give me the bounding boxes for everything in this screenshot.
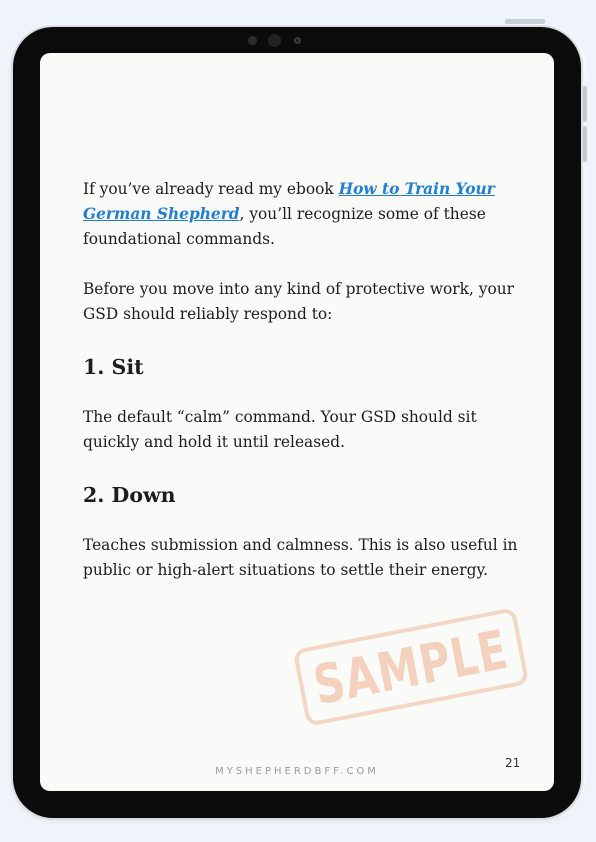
sample-stamp	[293, 607, 530, 727]
intro-paragraph	[83, 177, 523, 252]
section-body-sit: The default “calm” command. Your GSD should sit quickly and hold it until released.	[83, 408, 477, 451]
section-heading-sit: 1. Sit	[83, 355, 144, 379]
ebook-link[interactable]: How to Train Your German Shepherd	[83, 180, 495, 223]
section-heading-down: 2. Down	[83, 483, 176, 507]
sample-stamp-text: SAMPLE	[308, 617, 514, 717]
power-button	[505, 19, 545, 24]
volume-down-button	[583, 126, 587, 162]
lead-paragraph: Before you move into any kind of protective work, your GSD should reliably respond to:	[83, 280, 514, 323]
volume-up-button	[583, 86, 587, 122]
intro-text-end: , you’ll recognize some of these foundational commands.	[83, 205, 486, 248]
page-content	[83, 177, 523, 583]
sensor-icon	[248, 36, 257, 45]
intro-text: If you’ve already read my ebook	[83, 180, 339, 198]
footer-website: MYSHEPHERDBFF.COM	[215, 766, 379, 777]
page-number: 21	[505, 756, 521, 770]
camera-icon	[268, 34, 281, 47]
section-body-down: Teaches submission and calmness. This is also useful in public or high-alert situations to settle their energy.	[83, 536, 518, 579]
camera-lens-icon	[294, 37, 301, 44]
ebook-page[interactable]	[40, 53, 554, 791]
